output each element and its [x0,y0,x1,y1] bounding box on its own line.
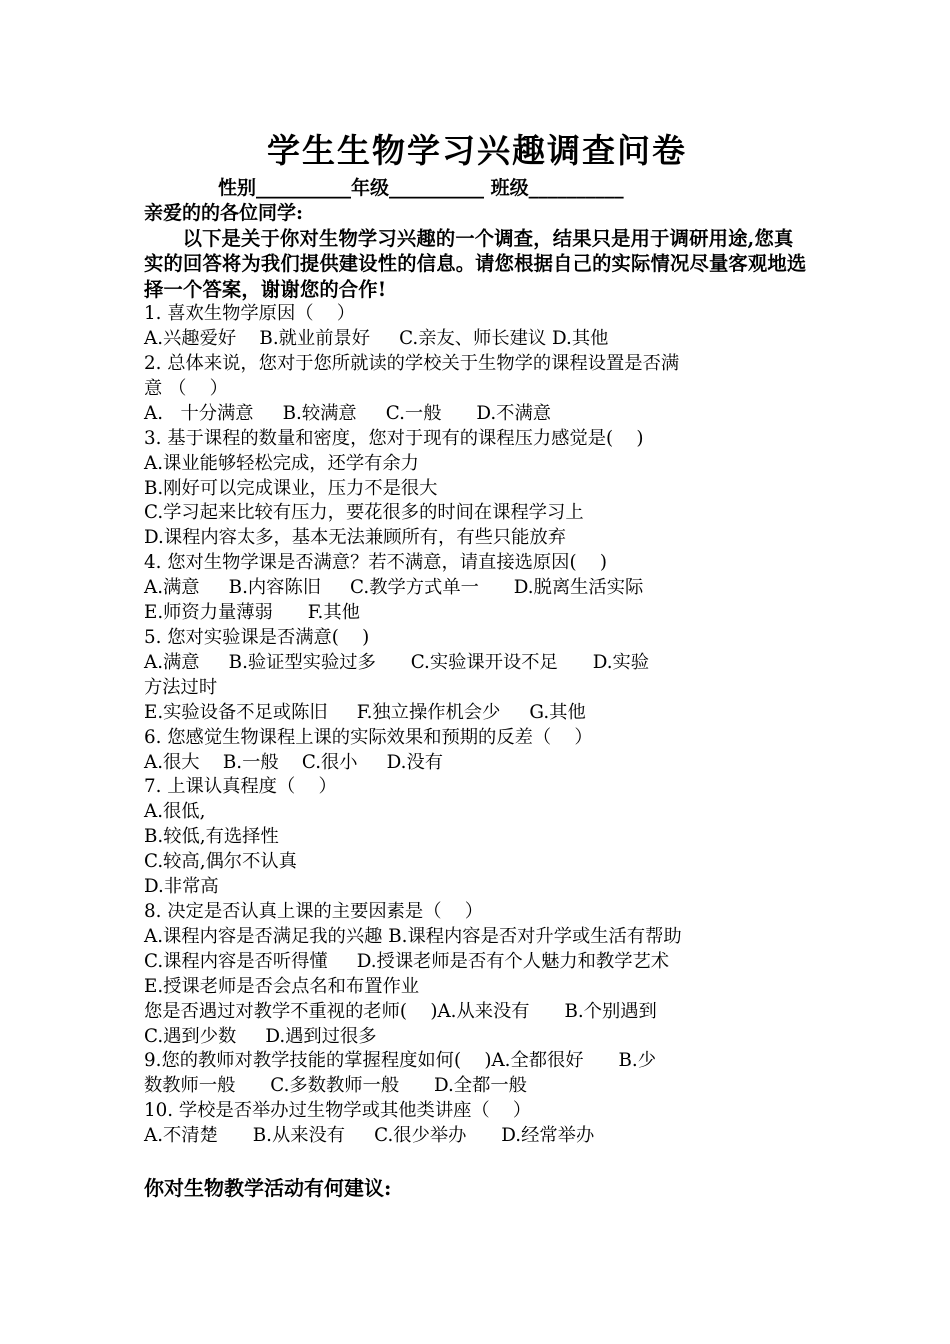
option-line: B.刚好可以完成课业，压力不是很大 [144,477,438,499]
option-line: A.满意 B.内容陈旧 C.教学方式单一 D.脱离生活实际 [144,577,644,599]
option-line: A.课业能够轻松完成，还学有余力 [144,452,419,474]
question-line: 9.您的教师对教学技能的掌握程度如何( )A.全都很好 B.少 [144,1050,656,1072]
option-line: A.兴趣爱好 B.就业前景好 C.亲友、师长建议 D.其他 [144,328,609,350]
option-line: A.很低, [144,801,206,823]
intro-paragraph: 以下是关于你对生物学习兴趣的一个调查，结果只是用于调研用途,您真实的回答将为我们提供建设性的信息。请您根据自己的实际情况尽量客观地选择一个答案，谢谢您的合作! [144,227,807,301]
option-line: B.较低,有选择性 [144,826,279,848]
question-line: 2. 总体来说，您对于您所就读的学校关于生物学的课程设置是否满 [144,353,680,375]
option-line: C.课程内容是否听得懂 D.授课老师是否有个人魅力和教学艺术 [144,950,670,972]
option-line: E.实验设备不足或陈旧 F.独立操作机会少 G.其他 [144,701,586,723]
spacer [144,1149,810,1175]
option-line: 数教师一般 C.多数教师一般 D.全都一般 [144,1075,527,1097]
option-line: A.课程内容是否满足我的兴趣 B.课程内容是否对升学或生活有帮助 [144,925,682,947]
option-line: D.课程内容太多，基本无法兼顾所有，有些只能放弃 [144,527,567,549]
question-line: 1. 喜欢生物学原因（ ） [144,303,356,325]
option-line: C.学习起来比较有压力，要花很多的时间在课程学习上 [144,502,584,524]
question-line: 8. 决定是否认真上课的主要因素是（ ） [144,900,483,922]
option-line: E.师资力量薄弱 F.其他 [144,602,360,624]
option-line: A.满意 B.验证型实验过多 C.实验课开设不足 D.实验 [144,651,650,673]
suggestion-prompt: 你对生物教学活动有何建议: [144,1176,392,1201]
question-line: 10. 学校是否举办过生物学或其他类讲座（ ） [144,1100,532,1122]
greeting: 亲爱的的各位同学: [144,202,304,224]
question-line: 6. 您感觉生物课程上课的实际效果和预期的反差（ ） [144,726,593,748]
question-line: 7. 上课认真程度（ ） [144,776,337,798]
question-line: 5. 您对实验课是否满意( ) [144,627,370,648]
option-line: A. 十分满意 B.较满意 C.一般 D.不满意 [144,402,552,424]
option-line: A.很大 B.一般 C.很小 D.没有 [144,751,444,773]
document-body [144,126,810,1201]
option-line: A.不清楚 B.从来没有 C.很少举办 D.经常举办 [144,1125,595,1147]
question-line: 4. 您对生物学课是否满意？若不满意，请直接选原因( ) [144,552,607,574]
option-line: C.遇到少数 D.遇到过很多 [144,1025,377,1047]
student-info-line: 性别__________年级__________ 班级__________ [218,177,624,199]
question-list [144,302,810,1149]
option-line: C.较高,偶尔不认真 [144,851,297,873]
question-line: 3. 基于课程的数量和密度，您对于现有的课程压力感觉是( ) [144,427,644,449]
page-title: 学生生物学习兴趣调查问卷 [267,131,687,170]
question-line: 您是否遇过对教学不重视的老师( )A.从来没有 B.个别遇到 [144,1000,657,1022]
option-line: D.非常高 [144,876,219,898]
option-line: E.授课老师是否会点名和布置作业 [144,975,420,997]
option-line: 方法过时 [144,676,218,698]
question-line: 意 （ ） [144,377,228,399]
